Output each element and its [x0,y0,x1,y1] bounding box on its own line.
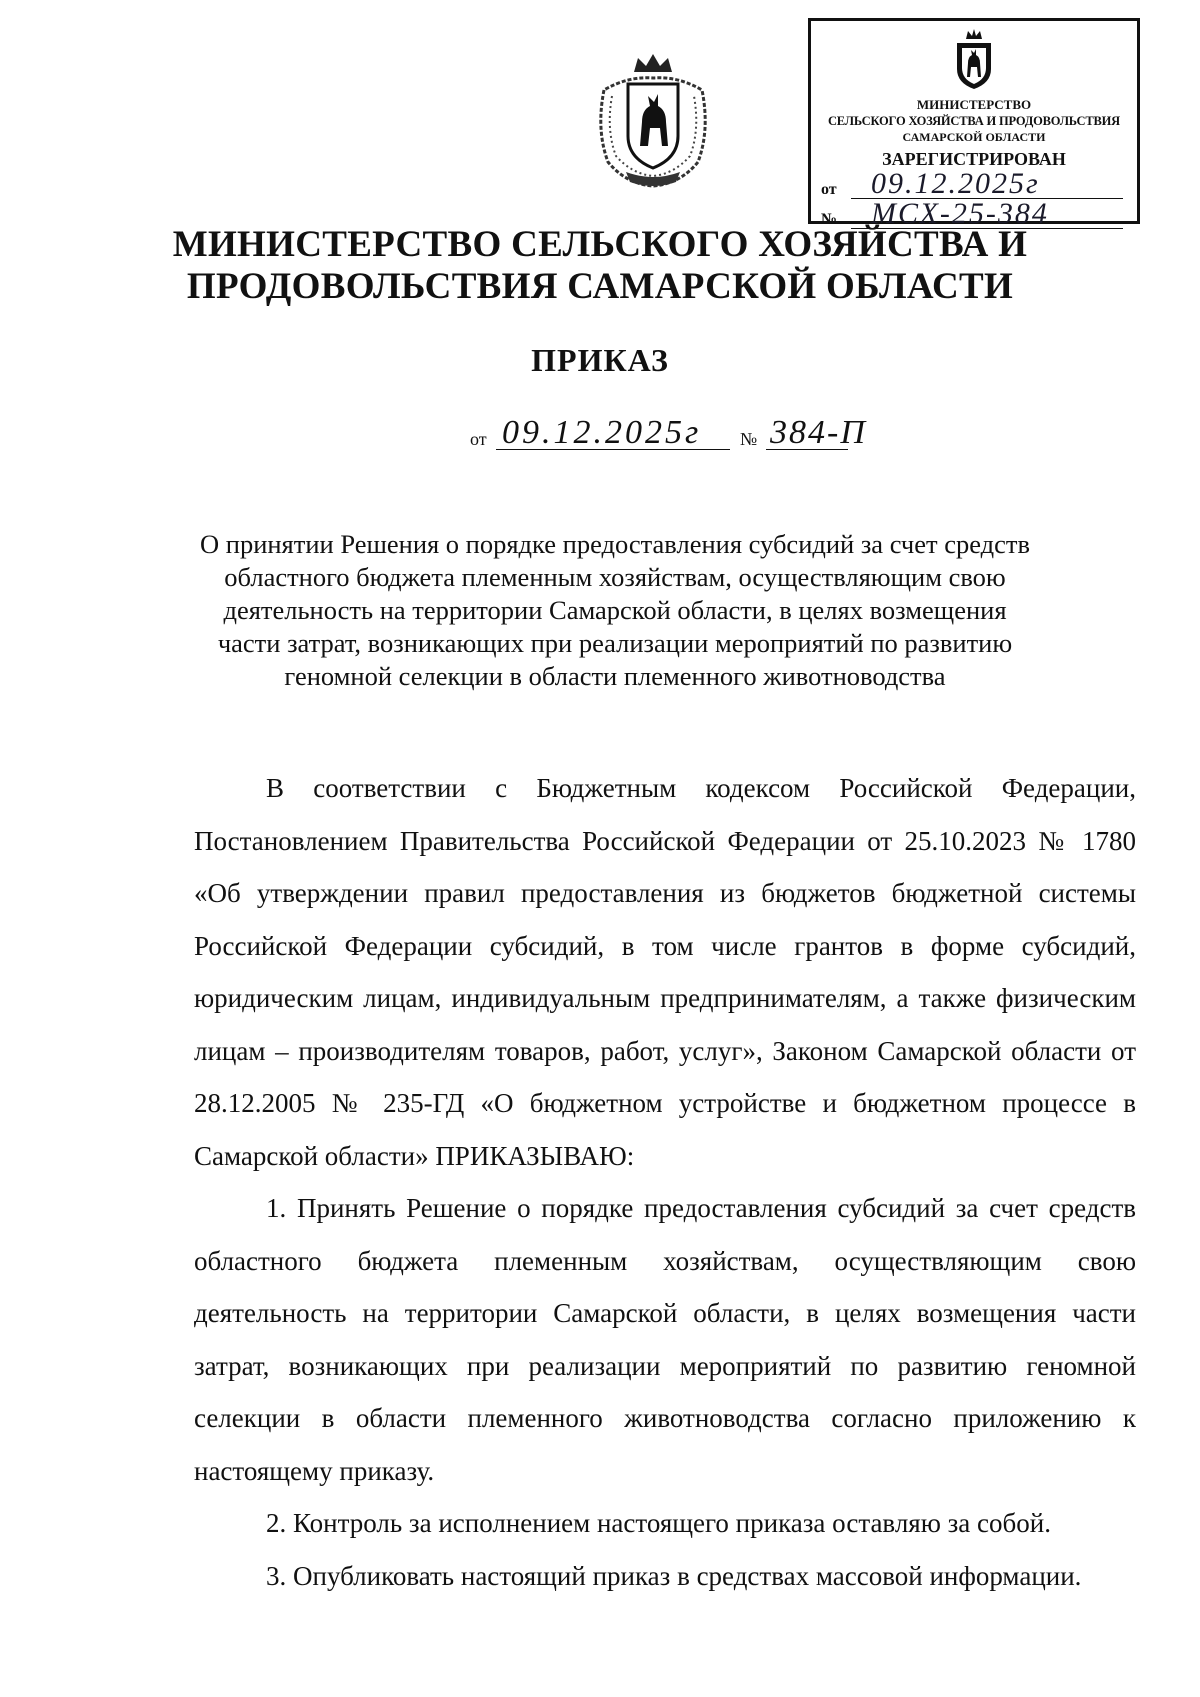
order-item-1: 1. Принять Решение о порядке предоставления субсидий за счет средств областного бюджета племенным хозяйствам, осуществляющим свою деятельность на территории Самарской области, в целях возмещения части затрат, возникающих при реализации мероприятий по развитию геномной селекции в области племенного животноводства согласно приложению к настоящему приказу. [194,1193,1136,1486]
stamp-number-label: № [821,211,838,228]
stamp-emblem-icon [949,29,999,91]
order-subject: О принятии Решения о порядке предоставления субсидий за счет средств областного бюджета племенным хозяйствам, осуществляющим свою деятельность на территории Самарской области, в целях возмещения части затрат, возникающих при реализации мероприятий по развитию геномной селекции в области племенного животноводства [200,529,1030,691]
document-type: ПРИКАЗ [531,342,669,378]
stamp-number-handwritten: МСХ-25-384 [871,197,1049,230]
coat-of-arms-emblem [592,50,714,190]
order-number-handwritten: 384-П [770,414,867,451]
stamp-date-label: от [821,181,837,198]
registration-stamp [808,18,1140,230]
ministry-title-line-1: МИНИСТЕРСТВО СЕЛЬСКОГО ХОЗЯЙСТВА И [172,224,1028,265]
order-date-label: от [470,429,487,449]
stamp-date-handwritten: 09.12.2025г [871,167,1040,200]
order-body [194,762,1136,1602]
order-date-number-line [470,412,890,454]
ministry-title-line-2: ПРОДОВОЛЬСТВИЯ САМАРСКОЙ ОБЛАСТИ [186,266,1014,307]
order-item-2: 2. Контроль за исполнением настоящего приказа оставляю за собой. [266,1508,1051,1538]
stamp-line-region: САМАРСКОЙ ОБЛАСТИ [902,130,1046,144]
preamble-paragraph: В соответствии с Бюджетным кодексом Российской Федерации, Постановлением Правительства Российской Федерации от 25.10.2023 № 1780 «Об утверждении правил предоставления из бюджетов бюджетной системы Российской Федерации субсидий, в том числе грантов в форме субсидий, юридическим лицам, индивидуальным предпринимателям, а также физическим лицам – производителям товаров, работ, услуг», Законом Самарской области от 28.12.2005 № 235-ГД «О бюджетном устройстве и бюджетном процессе в Самарской области» ПРИКАЗЫВАЮ: [194,773,1136,1171]
order-item-3: 3. Опубликовать настоящий приказ в средствах массовой информации. [266,1560,1082,1591]
order-date-handwritten: 09.12.2025г [502,414,702,451]
order-number-label: № [740,429,758,449]
stamp-line-ministry: МИНИСТЕРСТВО [916,97,1032,112]
stamp-status: ЗАРЕГИСТРИРОВАН [882,149,1066,169]
stamp-line-agriculture: СЕЛЬСКОГО ХОЗЯЙСТВА И ПРОДОВОЛЬСТВИЯ [827,114,1121,128]
